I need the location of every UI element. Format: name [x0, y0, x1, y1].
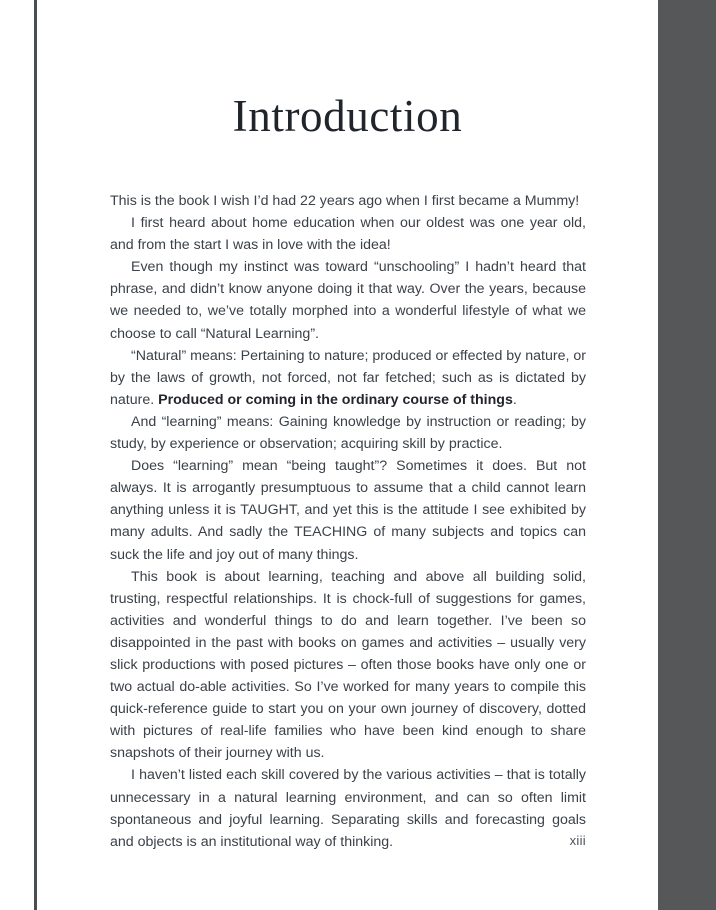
- paragraph-1: This is the book I wish I’d had 22 years ago when I first became a Mummy!: [110, 193, 580, 209]
- paragraph-7: This book is about learning, teaching and above all building solid, trusting, respectful relationships. It is chock-full of suggestions for games, activities and wonderful things to do and learn together. I’ve been so disappointed in the past with books on games and activities – usually very slick productions with posed pictures – often those books have only one or two actual do-able activities. So I’ve worked for many years to compile this quick-reference guide to start you on your own journey of discovery, dotted with pictures of real-life families who have been kind enough to share snapshots of their journey with us.: [110, 568, 586, 762]
- paragraph-4-bold-phrase: Produced or coming in the ordinary course of things: [158, 391, 513, 408]
- body-text-column: [110, 190, 586, 853]
- paragraph-3: Even though my instinct was toward “unschooling” I hadn’t heard that phrase, and didn’t know anyone doing it that way. Over the years, because we needed to, we’ve totally morphed into a wonderful lifestyle of what we choose to call “Natural Learning”.: [110, 259, 586, 342]
- paragraph-2: I first heard about home education when our oldest was one year old, and from the start I was in love with the idea!: [110, 215, 586, 254]
- page-sheet: [37, 0, 658, 910]
- page-outer-edge-shadow: [658, 0, 716, 910]
- paragraph-5: And “learning” means: Gaining knowledge by instruction or reading; by study, by experience or observation; acquiring skill by practice.: [110, 413, 586, 453]
- paragraph-4: [110, 345, 586, 411]
- paragraph-4-text-before-bold: “Natural” means: Pertaining to nature; produced or effected by nature, or by the laws of growth, not forced, not far fetched; such as is dictated by nature.: [110, 347, 586, 408]
- paragraph-6: Does “learning” mean “being taught”? Sometimes it does. But not always. It is arrogantly presumptuous to assume that a child cannot learn anything unless it is TAUGHT, and yet this is the attitude I see exhibited by many adults. And sadly the TEACHING of many subjects and topics can suck the life and joy out of many things.: [110, 458, 586, 563]
- paragraph-8: I haven’t listed each skill covered by the various activities – that is totally unnecessary in a natural learning environment, and can so often limit spontaneous and joyful learning. Separating skills and forecasting goals and objects is an institutional way of thinking.: [110, 767, 586, 850]
- page-number: xiii: [569, 833, 586, 848]
- page-title: Introduction: [232, 91, 463, 142]
- paragraph-4-text-after-bold: .: [512, 391, 517, 408]
